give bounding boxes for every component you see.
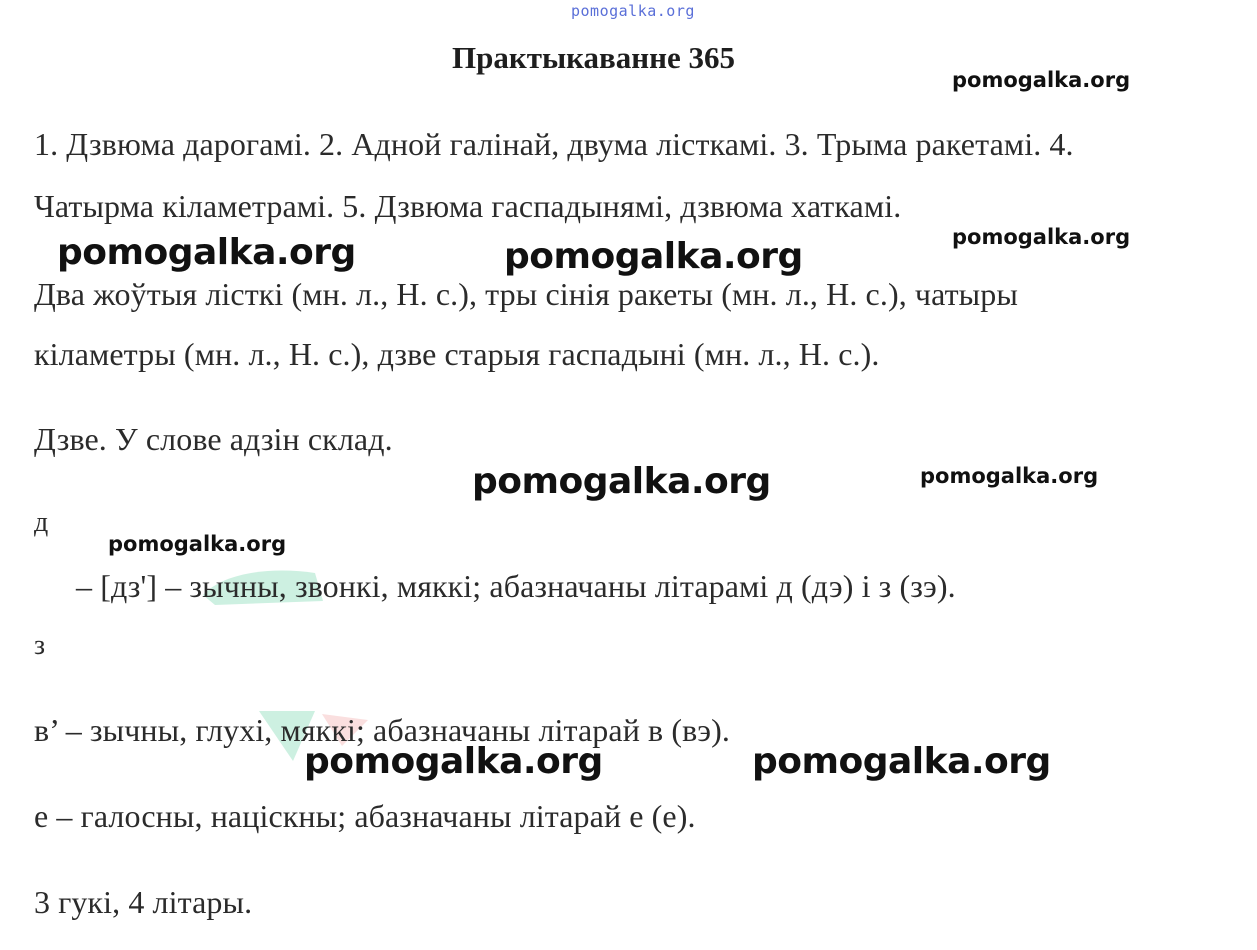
letter-d: д (34, 507, 49, 538)
top-watermark: pomogalka.org (571, 2, 695, 20)
answer-paragraph-3: Дзве. У слове адзін склад. (34, 421, 393, 457)
watermark: pomogalka.org (952, 68, 1131, 92)
watermark: pomogalka.org (752, 741, 1051, 782)
answer-paragraph-1-line-2: Чатырма кіламетрамі. 5. Дзвюма гаспадынямі, дзвюма хаткамі. (34, 188, 902, 224)
sound-v-description: в’ – зычны, глухі, мяккі; абазначаны літарай в (вэ). (34, 712, 730, 748)
watermark: pomogalka.org (920, 464, 1099, 488)
sound-dz-description: – [дз'] – зычны, звонкі, мяккі; абазначаны літарамі д (дэ) і з (зэ). (76, 568, 956, 604)
watermark: pomogalka.org (57, 232, 356, 273)
letter-z: з (34, 630, 46, 661)
answer-paragraph-2-line-1: Два жоўтыя лісткі (мн. л., Н. с.), тры сінія ракеты (мн. л., Н. с.), чатыры (34, 276, 1018, 312)
sound-e-description: е – галосны, націскны; абазначаны літарай е (е). (34, 798, 696, 834)
watermark: pomogalka.org (504, 236, 803, 277)
page-title: Практыкаванне 365 (452, 40, 736, 75)
watermark: pomogalka.org (304, 741, 603, 782)
summary-line: 3 гукі, 4 літары. (34, 884, 253, 920)
answer-paragraph-2-line-2: кіламетры (мн. л., Н. с.), дзве старыя гаспадыні (мн. л., Н. с.). (34, 336, 880, 372)
watermark: pomogalka.org (472, 461, 771, 502)
watermark: pomogalka.org (108, 532, 287, 556)
answer-paragraph-1-line-1: 1. Дзвюма дарогамі. 2. Адной галінай, двума лісткамі. 3. Трыма ракетамі. 4. (34, 126, 1074, 162)
watermark: pomogalka.org (952, 225, 1131, 249)
